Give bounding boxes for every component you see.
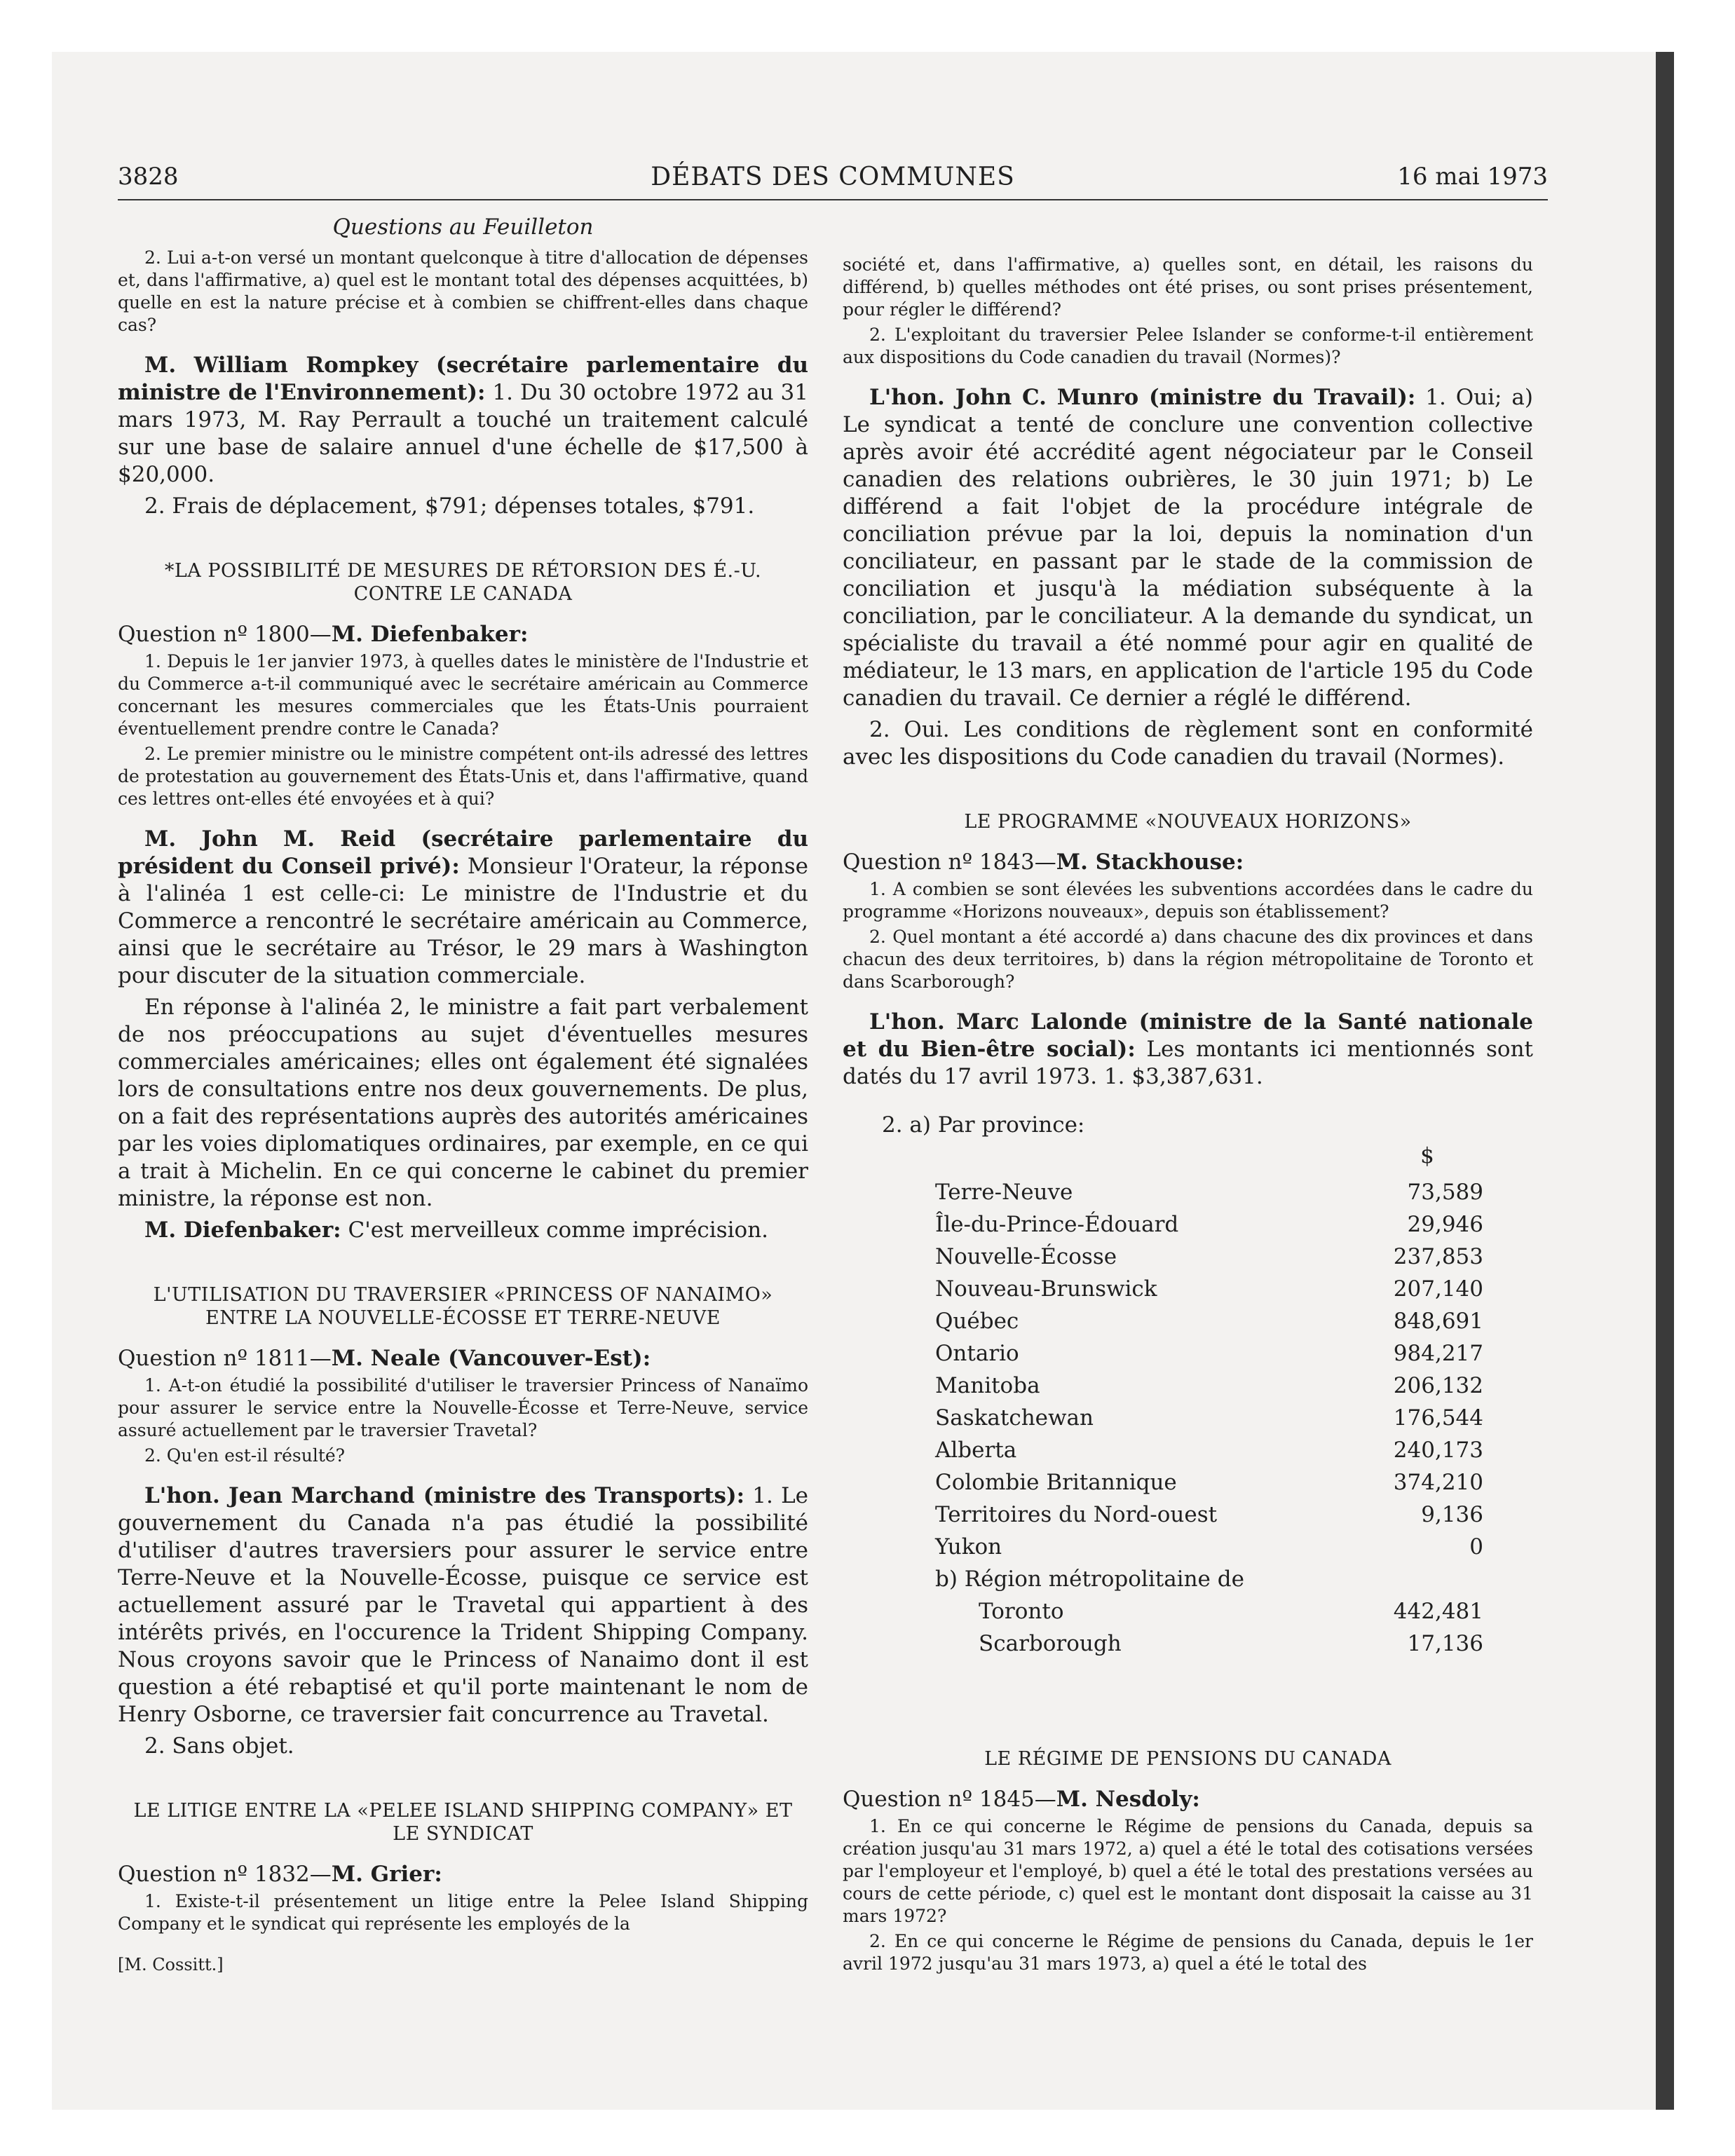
table-row [935,1599,1483,1631]
member-name: M. Nesdoly: [1056,1787,1200,1812]
region-name: Colombie Britannique [935,1470,1177,1495]
grants-table [935,1143,1483,1663]
answer-text: 1. Oui; a) Le syndicat a tenté de conclure une convention collective après avoir été accrédité agent négociateur par le Conseil canadien des relations oubrières, le 30 juin 1971; b) Le différend a fait l'objet de la procédure intégrale de conciliation prévue par la loi, depuis la nomination d'un conciliateur, en passant par le stade de la commission de conciliation et jusqu'à la médiation subséquente à la conciliation, par le conciliateur. A la demande du syndicat, un spécialiste du travail a été nommé pour agir en qualité de médiateur, le 13 mars, en application de l'article 195 du Code canadien du travail. Ce dernier a réglé le différend. [843,385,1533,711]
question-paragraph: 1. Depuis le 1er janvier 1973, à quelles dates le ministère de l'Industrie et du Commerce a-t-il communiqué avec le secrétaire américain au Commerce concernant les mesures commerciales que les États-Unis pourraient éventuellement prendre contre le Canada? [118,651,808,739]
question-heading [843,1786,1533,1813]
member-name: M. Stackhouse: [1056,850,1244,875]
answer-paragraph [843,1009,1533,1091]
member-name: M. Grier: [331,1862,442,1887]
region-name: Scarborough [979,1631,1122,1656]
grant-amount: 9,136 [1421,1502,1483,1527]
question-number: Question nº 1800— [118,622,332,647]
grant-amount: 984,217 [1393,1341,1483,1366]
question-number: Question nº 1811— [118,1346,332,1371]
region-name: Nouveau-Brunswick [935,1276,1157,1302]
table-row [935,1631,1483,1663]
grant-amount: 374,210 [1393,1470,1483,1495]
table-row [935,1502,1483,1534]
page-number: 3828 [118,163,179,191]
grant-amount: 176,544 [1393,1405,1483,1431]
question-paragraph: 2. Le premier ministre ou le ministre compétent ont-ils adressé des lettres de protestation au gouvernement des États-Unis et, dans l'affirmative, quand ces lettres ont-elles été envoyées et à qui? [118,744,808,809]
subsection-label: b) Région métropolitaine de [935,1567,1244,1592]
question-paragraph: 2. Quel montant a été accordé a) dans chacune des dix provinces et dans chacun des deux territoires, b) dans la région métropolitaine de Toronto et dans Scarborough? [843,927,1533,992]
question-heading [118,1345,808,1372]
table-intro: 2. a) Par province: [882,1112,1085,1138]
speaker-name: L'hon. John C. Munro (ministre du Travail): [869,385,1416,410]
page-header [118,160,1548,200]
left-column [118,210,808,1974]
section-heading: LE PROGRAMME «NOUVEAUX HORIZONS» [964,811,1412,833]
answer-paragraph [118,1217,808,1244]
region-name: Québec [935,1309,1019,1334]
question-paragraph: 2. L'exploitant du traversier Pelee Islander se conforme-t-il entièrement aux dispositions du Code canadien du travail (Normes)? [843,325,1533,367]
region-name: Terre-Neuve [935,1180,1073,1205]
grant-amount: 848,691 [1393,1309,1483,1334]
table-row [935,1438,1483,1470]
question-paragraph: 1. Existe-t-il présentement un litige entre la Pelee Island Shipping Company et le syndicat qui représente les employés de la [118,1891,808,1934]
footer-signature: [M. Cossitt.] [118,1955,224,1974]
section-heading: LE RÉGIME DE PENSIONS DU CANADA [984,1748,1392,1770]
answer-paragraph: En réponse à l'alinéa 2, le ministre a fait part verbalement de nos préoccupations au sujet d'éventuelles mesures commerciales américaines; elles ont également été signalées lors de consultations entre nos deux gouvernements. De plus, on a fait des représentations auprès des autorités américaines par les voies diplomatiques ordinaires, par exemple, en ce qui a trait à Michelin. En ce qui concerne le cabinet du premier ministre, la réponse est non. [118,995,808,1211]
grant-amount: 237,853 [1393,1244,1483,1269]
answer-paragraph [843,384,1533,712]
table-header-row [935,1143,1483,1180]
question-heading [118,1861,808,1888]
answer-paragraph: 2. Oui. Les conditions de règlement sont en conformité avec les dispositions du Code canadien du travail (Normes). [843,717,1533,770]
region-name: Île-du-Prince-Édouard [935,1212,1179,1237]
publication-title: DÉBATS DES COMMUNES [651,163,1015,191]
question-number: Question nº 1845— [843,1787,1056,1812]
section-heading: *LA POSSIBILITÉ DE MESURES DE RÉTORSION DES É.-U. CONTRE LE CANADA [164,560,762,605]
question-heading [118,621,808,648]
grant-amount: 240,173 [1393,1438,1483,1463]
question-paragraph: société et, dans l'affirmative, a) quelles sont, en détail, les raisons du différend, b) quelles méthodes ont été prises, ou sont prises présentement, pour régler le différend? [843,254,1533,320]
table-row [935,1212,1483,1244]
question-paragraph: 2. Lui a-t-on versé un montant quelconque à titre d'allocation de dépenses et, dans l'affirmative, a) quel est le montant total des dépenses acquittées, b) quelle en est la nature précise et à combien se chiffrent-elles dans chaque cas? [118,247,808,335]
answer-text: Les montants ici mentionnés sont datés du 17 avril 1973. 1. $3,387,631. [843,1037,1533,1089]
table-subsection-row [935,1567,1483,1599]
table-row [935,1341,1483,1373]
grant-amount: 73,589 [1407,1180,1483,1205]
grant-amount: 207,140 [1393,1276,1483,1302]
grant-amount: 206,132 [1393,1373,1483,1398]
section-heading: LE LITIGE ENTRE LA «PELEE ISLAND SHIPPING COMPANY» ET LE SYNDICAT [133,1800,793,1845]
grant-amount: 29,946 [1407,1212,1483,1237]
answer-text: Monsieur l'Orateur, la réponse à l'alinéa 1 est celle-ci: Le ministre de l'Industrie et du Commerce a rencontré le secrétaire américain au Commerce, ainsi que le secrétaire au Trésor, le 29 mars à Washington pour discuter de la situation commerciale. [118,854,808,988]
answer-paragraph [118,1482,808,1728]
answer-paragraph [118,352,808,489]
table-row [935,1180,1483,1212]
right-column [843,254,1533,1978]
speaker-name: L'hon. Marc Lalonde (ministre de la Santé nationale et du Bien-être social): [843,1009,1533,1062]
table-row [935,1276,1483,1309]
region-name: Alberta [935,1438,1017,1463]
grant-amount: 442,481 [1393,1599,1483,1624]
question-heading [843,849,1533,875]
question-paragraph: 1. A combien se sont élevées les subventions accordées dans le cadre du programme «Horizons nouveaux», depuis son établissement? [843,879,1533,922]
answer-paragraph: 2. Frais de déplacement, $791; dépenses totales, $791. [144,493,755,519]
speaker-name: M. John M. Reid (secrétaire parlementaire du président du Conseil privé): [118,826,808,879]
question-paragraph: 1. A-t-on étudié la possibilité d'utiliser le traversier Princess of Nanaïmo pour assurer le service entre la Nouvelle-Écosse et Terre-Neuve, service assuré actuellement par le traversier Travetal? [118,1375,808,1440]
section-heading: L'UTILISATION DU TRAVERSIER «PRINCESS OF NANAIMO» ENTRE LA NOUVELLE-ÉCOSSE ET TERRE-NEUVE [153,1284,773,1329]
answer-paragraph: 2. Sans objet. [144,1733,294,1759]
question-paragraph: 2. En ce qui concerne le Régime de pensions du Canada, depuis le 1er avril 1972 jusqu'au 31 mars 1973, a) quel a été le total des [843,1931,1533,1974]
section-label: Questions au Feuilleton [332,214,594,240]
table-row [935,1309,1483,1341]
region-name: Saskatchewan [935,1405,1094,1431]
page-date: 16 mai 1973 [1397,163,1548,191]
grant-amount: 17,136 [1407,1631,1483,1656]
region-name: Nouvelle-Écosse [935,1244,1117,1269]
table-row [935,1373,1483,1405]
question-number: Question nº 1843— [843,850,1056,875]
region-name: Yukon [935,1534,1002,1560]
table-row [935,1534,1483,1567]
answer-paragraph [118,826,808,990]
region-name: Territoires du Nord-ouest [935,1502,1218,1527]
table-row [935,1470,1483,1502]
member-name: M. Diefenbaker: [331,622,529,647]
region-name: Ontario [935,1341,1019,1366]
speaker-name: M. William Rompkey (secrétaire parlementaire du ministre de l'Environnement): [118,353,808,405]
grant-amount: 0 [1469,1534,1483,1560]
region-name: Toronto [979,1599,1064,1624]
speaker-name: L'hon. Jean Marchand (ministre des Transports): [144,1483,745,1508]
currency-header: $ [1420,1143,1434,1168]
table-row [935,1405,1483,1438]
answer-text: C'est merveilleux comme imprécision. [341,1217,769,1243]
binding-edge [1656,52,1674,2110]
question-paragraph: 2. Qu'en est-il résulté? [144,1445,346,1466]
member-name: M. Neale (Vancouver-Est): [331,1346,651,1371]
question-number: Question nº 1832— [118,1862,332,1887]
region-name: Manitoba [935,1373,1040,1398]
table-row [935,1244,1483,1276]
question-paragraph: 1. En ce qui concerne le Régime de pensions du Canada, depuis sa création jusqu'au 31 mars 1972, a) quel a été le total des cotisations versées par l'employeur et l'employé, b) quel a été le total des prestations versées au cours de cette période, c) quel est le montant dont disposait la caisse au 31 mars 1972? [843,1816,1533,1926]
speaker-name: M. Diefenbaker: [144,1217,341,1243]
answer-text: 1. Le gouvernement du Canada n'a pas étudié la possibilité d'utiliser d'autres traversiers pour assurer le service entre Terre-Neuve et la Nouvelle-Écosse, puisque ce service est actuellement assuré par le Travetal qui appartient à des intérêts privés, en l'occurence la Trident Shipping Company. Nous croyons savoir que le Princess of Nanaimo dont il est question a été rebaptisé et qu'il porte maintenant le nom de Henry Osborne, ce traversier fait concurrence au Travetal. [118,1483,809,1727]
answer-text: 1. Du 30 octobre 1972 au 31 mars 1973, M. Ray Perrault a touché un traitement calculé sur une base de salaire annuel d'une échelle de $17,500 à $20,000. [118,380,808,487]
